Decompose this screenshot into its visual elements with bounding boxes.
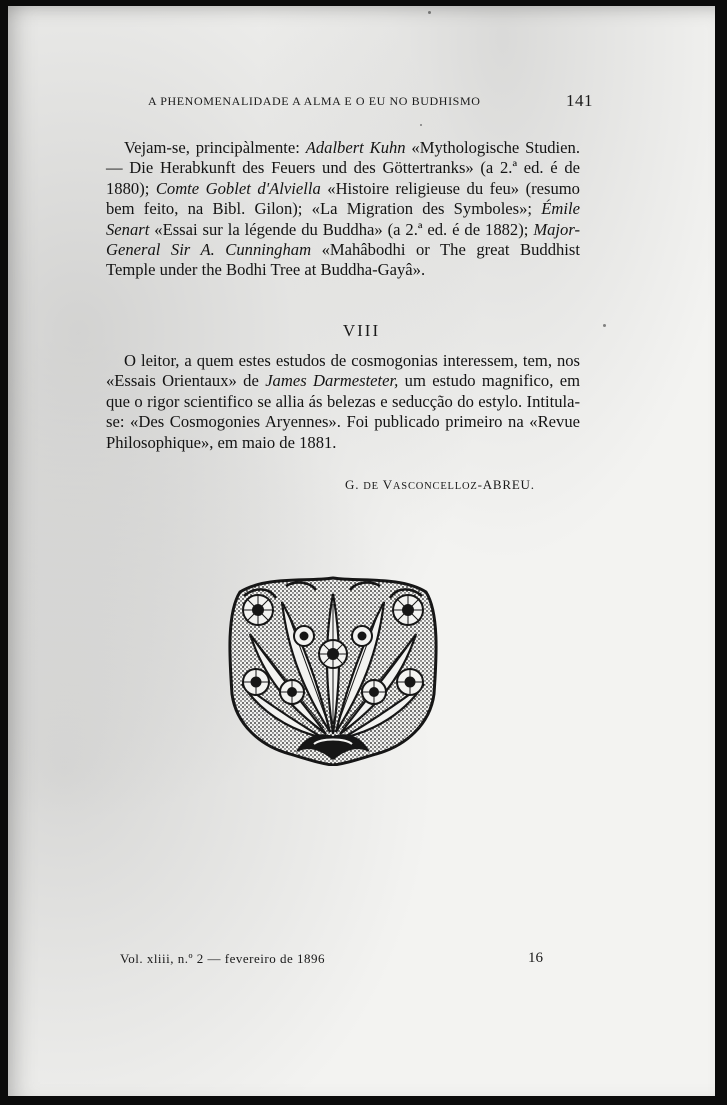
volume-footer: Vol. xliii, n.º 2 — fevereiro de 1896 [120,951,325,966]
scan-speck [428,11,431,14]
signature-initial: G. [345,477,364,492]
paragraph2-run: um estudo magnifico, em que o rigor scientifico se allia ás belezas e seducção do estylo. Intitula-se: «Des Cosmogonies Aryennes». Foi publicado primeiro na «Revue Philosophique», em maio de 1881. [106,371,580,452]
paragraph-references [106,138,580,281]
paragraph1-run: Comte Goblet d'Alviella [155,178,321,198]
page-number: 141 [566,91,593,110]
signature-name-first: V [378,477,393,492]
scan-speck [603,324,606,327]
paragraph1-run: Émile Senart [106,199,580,239]
running-title: A PHENOMENALIDADE A ALMA E O EU NO BUDHISMO [148,94,481,108]
floral-vignette-icon [226,574,440,766]
paragraph-darmesteter [106,351,580,453]
signature-name-small: ASCONCELLOZ [392,481,478,492]
paragraph1-run: «Histoire religieuse du feu» (resumo bem feito, na Bibl. Gilon); «La Migration des Symboles»; [106,178,580,219]
paragraph1-run: «Mythologische Studien. — Die Herabkunft des Feuers und des Göttertranks» (a 2.ª ed. é de 1880); [106,138,580,198]
paragraph1-run: «Mahâbodhi or The great Buddhist Temple under the Bodhi Tree at Buddha-Gayâ». [106,240,580,280]
paragraph1-run: Vejam-se, principàlmente: [124,138,306,157]
paragraph1-run: «Essai sur la légende du Buddha» (a 2.ª ed. é de 1882); [149,219,534,239]
author-signature [345,477,535,493]
signature-name-rest: -ABREU. [477,477,535,492]
paragraph2-run: O leitor, a quem estes estudos de cosmogonias interessem, tem, nos «Essais Orientaux» de [106,351,580,391]
signature-mark: 16 [528,950,543,966]
book-page [8,6,715,1096]
paragraph-1-text [106,138,580,281]
paragraph1-run: Adalbert Kuhn [305,138,406,157]
paragraph1-run: Major-General Sir A. Cunningham [106,219,580,260]
section-heading-viii: VIII [342,321,381,340]
signature-particle: DE [363,481,379,492]
scan-speck [420,124,422,126]
paragraph-2-text [106,351,580,453]
running-header [148,91,593,110]
paragraph2-run: James Darmesteter, [265,371,399,391]
